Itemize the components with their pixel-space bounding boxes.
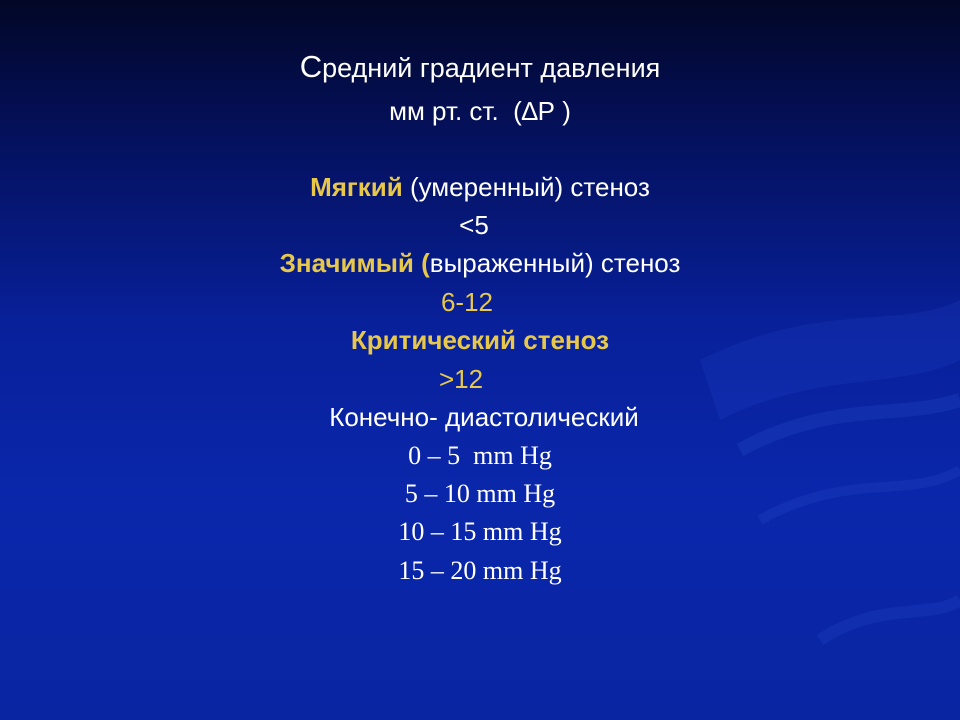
end-diastolic-label: Конечно- диастолический (329, 402, 639, 432)
mild-stenosis-label: Мягкий (умеренный) стеноз (310, 172, 650, 202)
end-diastolic-value: 0 – 5 mm Hg (408, 441, 552, 470)
critical-stenosis-label: Критический стеноз (350, 325, 610, 355)
slide-title: Средний градиент давления (299, 49, 661, 84)
end-diastolic-value: 10 – 15 mm Hg (398, 517, 562, 546)
significant-stenosis-value: 6-12 (440, 287, 494, 317)
end-diastolic-value: 5 – 10 mm Hg (404, 479, 556, 508)
slide-subtitle: мм рт. ст. (∆Р ) (389, 96, 571, 126)
significant-stenosis-label: Значимый (выраженный) стеноз (279, 248, 681, 278)
critical-stenosis-value: >12 (438, 364, 484, 394)
mild-stenosis-value: <5 (459, 210, 489, 240)
end-diastolic-value: 15 – 20 mm Hg (398, 556, 562, 585)
